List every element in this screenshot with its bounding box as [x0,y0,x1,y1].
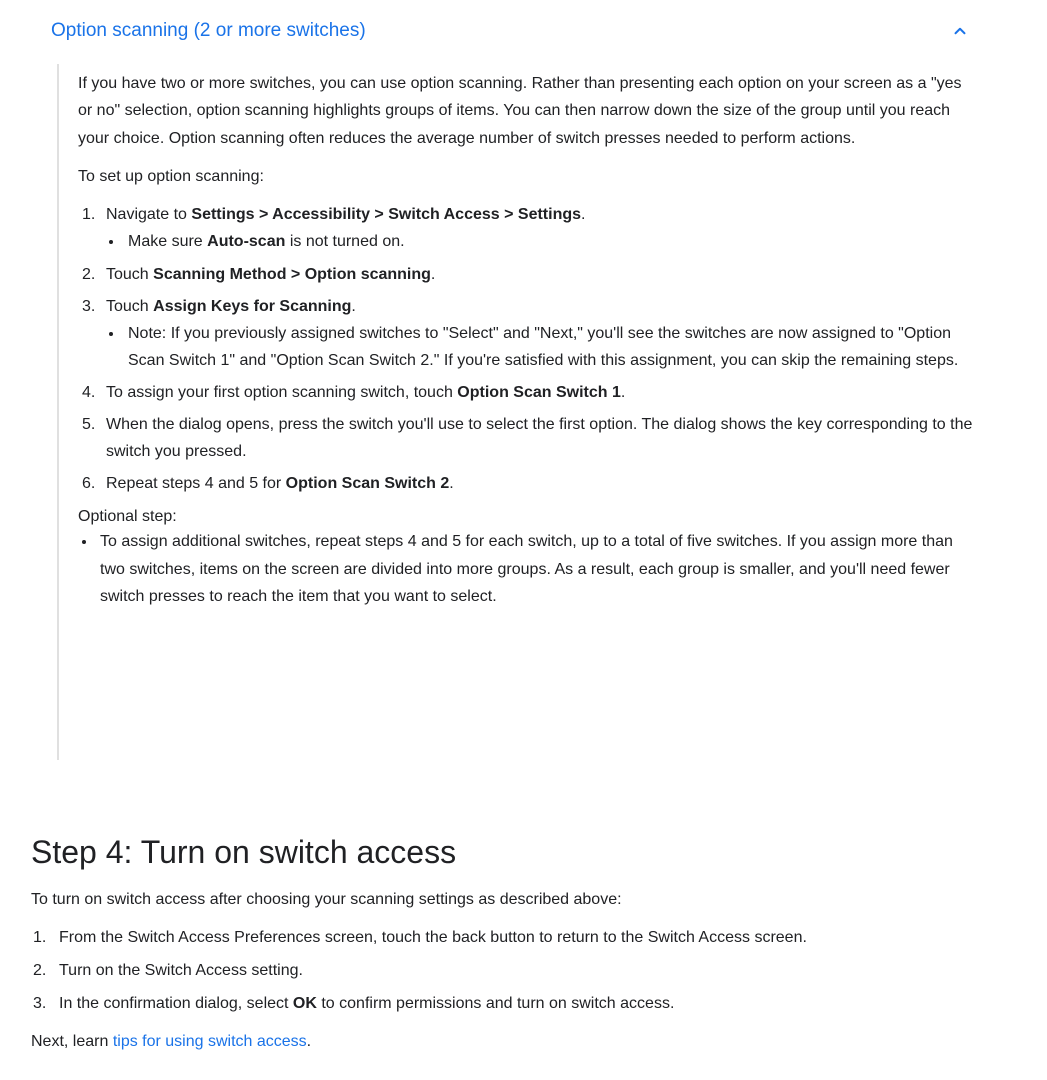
list-item: Note: If you previously assigned switches to "Select" and "Next," you'll see the switches are now assigned to "Option Scan Switch 1" and "Option Scan Switch 2." If you're satisfied with this assignment, you can skip the remaining steps. [78,320,977,375]
sub-list-wrap [78,320,977,375]
optional-list [78,528,977,610]
optional-label: Optional step: [78,508,177,526]
option-scanning-intro: If you have two or more switches, you can use option scanning. Rather than presenting each option on your screen as a "yes or no" selection, option scanning highlights groups of items. You can then narrow down the size of the group until you reach your choice. Option scanning often reduces the average number of switch presses needed to perform actions. [78,75,962,147]
step4-section [31,888,991,1053]
list-item: 6. Repeat steps 4 and 5 for Option Scan Switch 2. [82,475,454,493]
list-item: Make sure Auto-scan is not turned on. [78,228,977,255]
sub-list [78,228,977,255]
setup-label: To set up option scanning: [78,168,264,186]
option-scanning-panel [57,64,977,760]
step4-list [31,924,991,1017]
list-item: 1. Navigate to Settings > Accessibility > Switch Access > Settings. [82,206,586,224]
next-line: Next, learn tips for using switch access. [31,1033,312,1050]
list-item: 5. When the dialog opens, press the switch you'll use to select the first option. The dialog shows the key corresponding to the switch you pressed. [82,416,973,461]
list-item: 2. Turn on the Switch Access setting. [33,962,303,979]
list-item: 3. Touch Assign Keys for Scanning. [82,297,356,315]
option-scanning-title: Option scanning (2 or more switches) [51,20,366,41]
chevron-up-icon[interactable] [951,22,969,40]
step4-intro: To turn on switch access after choosing your scanning settings as described above: [31,891,622,908]
list-item: 4. To assign your first option scanning switch, touch Option Scan Switch 1. [82,384,626,402]
list-item: 1. From the Switch Access Preferences screen, touch the back button to return to the Switch Access screen. [33,929,807,946]
tips-link[interactable]: tips for using switch access [112,1033,307,1050]
step4-heading: Step 4: Turn on switch access [31,834,457,870]
setup-steps [78,201,977,497]
sub-list-wrap [78,228,977,255]
list-item: 2. Touch Scanning Method > Option scanning. [82,265,436,283]
list-item: 3. In the confirmation dialog, select OK to confirm permissions and turn on switch access. [33,995,675,1012]
option-scanning-toggle[interactable] [51,17,971,45]
sub-list [78,320,977,375]
list-item: To assign additional switches, repeat steps 4 and 5 for each switch, up to a total of five switches. If you assign more than two switches, items on the screen are divided into more groups. As a result, each group is smaller, and you'll need fewer switch presses to reach the item that you want to select. [78,528,977,610]
